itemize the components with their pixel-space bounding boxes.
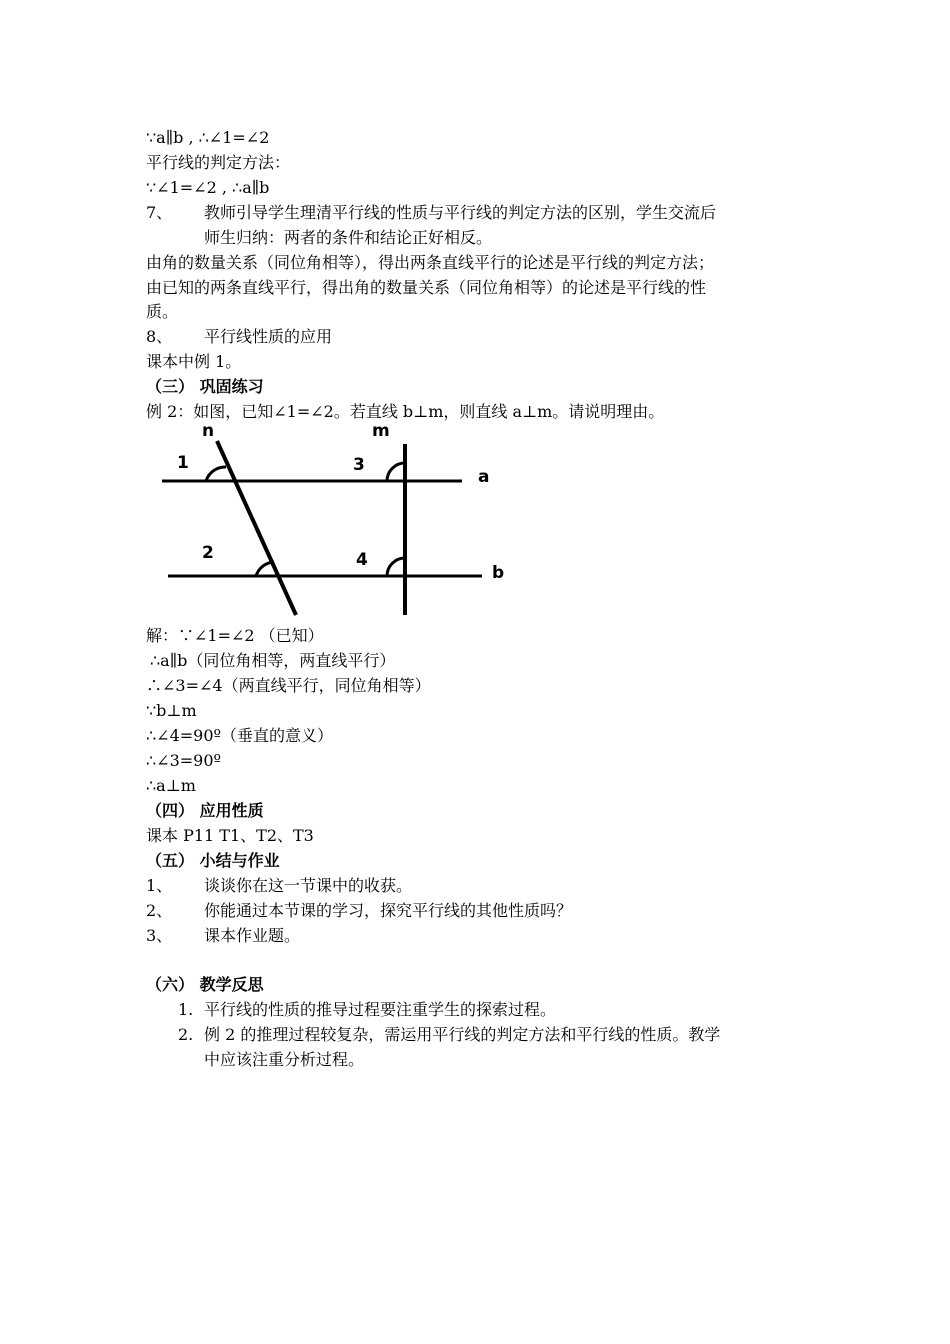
list-item-2 [146, 899, 572, 923]
list-number: 1、 [146, 876, 173, 895]
list-text: 例 2 的推理过程较复杂，需运用平行线的判定方法和平行线的性质。教学 [204, 1025, 721, 1044]
list-number: 2、 [146, 901, 173, 920]
text-line: 由角的数量关系（同位角相等），得出两条直线平行的论述是平行线的判定方法； [146, 253, 715, 272]
list-number: 7、 [146, 203, 173, 222]
angle-label-2: 2 [202, 543, 214, 563]
angle-label-3: 3 [353, 455, 365, 475]
list-number: 1. [178, 1000, 194, 1019]
list-number: 8、 [146, 327, 173, 346]
solution-line: 解：∵∠1=∠2 （已知） [146, 626, 324, 645]
text-line: 质。 [146, 302, 179, 321]
reflection-item-1 [178, 998, 556, 1022]
list-text: 谈谈你在这一节课中的收获。 [204, 876, 413, 895]
list-item-3 [146, 924, 300, 948]
solution-line: ∴a∥b（同位角相等，两直线平行） [150, 651, 396, 670]
section-heading: （五） 小结与作业 [146, 851, 280, 870]
text-line: 中应该注重分析过程。 [204, 1050, 365, 1069]
text-line: ∵∠1=∠2 , ∴a∥b [146, 178, 270, 197]
label-b: b [492, 563, 505, 583]
label-n: n [202, 421, 215, 441]
list-text: 你能通过本节课的学习，探究平行线的其他性质吗？ [204, 901, 573, 920]
list-number: 3、 [146, 926, 173, 945]
section-heading: （三） 巩固练习 [146, 377, 264, 396]
angle-label-1: 1 [177, 453, 189, 473]
geometry-figure [150, 420, 530, 620]
list-number: 2. [178, 1025, 194, 1044]
section-heading: （六） 教学反思 [146, 975, 264, 994]
text-line: ∵a∥b , ∴∠1=∠2 [146, 128, 270, 147]
angle-arc-1 [206, 467, 226, 481]
label-a: a [478, 467, 490, 487]
list-text: 课本作业题。 [204, 926, 301, 945]
list-text: 教师引导学生理清平行线的性质与平行线的判定方法的区别，学生交流后 [204, 203, 717, 222]
solution-line: ∴∠3=90º [146, 751, 222, 770]
list-text: 平行线的性质的推导过程要注重学生的探索过程。 [204, 1000, 557, 1019]
text-line: 师生归纳：两者的条件和结论正好相反。 [204, 228, 493, 247]
list-text: 平行线性质的应用 [204, 327, 333, 346]
angle-arc-3 [387, 463, 405, 481]
list-item-8 [146, 325, 332, 349]
solution-line: ∴a⊥m [146, 776, 196, 795]
text-line: 课本中例 1。 [146, 352, 242, 371]
text-line: 平行线的判定方法： [146, 153, 291, 172]
angle-label-4: 4 [356, 550, 368, 570]
list-item-1 [146, 874, 412, 898]
section-heading: （四） 应用性质 [146, 801, 264, 820]
angle-arc-4 [387, 558, 405, 576]
solution-line: ∵b⊥m [146, 701, 197, 720]
reflection-item-2 [178, 1023, 720, 1047]
line-n [217, 441, 296, 615]
text-line: 课本 P11 T1、T2、T3 [146, 826, 314, 845]
text-line: 例 2：如图，已知∠1=∠2。若直线 b⊥m，则直线 a⊥m。请说明理由。 [146, 402, 665, 421]
text-line: 由已知的两条直线平行，得出角的数量关系（同位角相等）的论述是平行线的性 [146, 278, 707, 297]
solution-line: ∴∠3=∠4（两直线平行，同位角相等） [146, 676, 431, 695]
label-m: m [372, 421, 390, 441]
solution-line: ∴∠4=90º（垂直的意义） [146, 726, 334, 745]
list-item-7 [146, 201, 716, 225]
